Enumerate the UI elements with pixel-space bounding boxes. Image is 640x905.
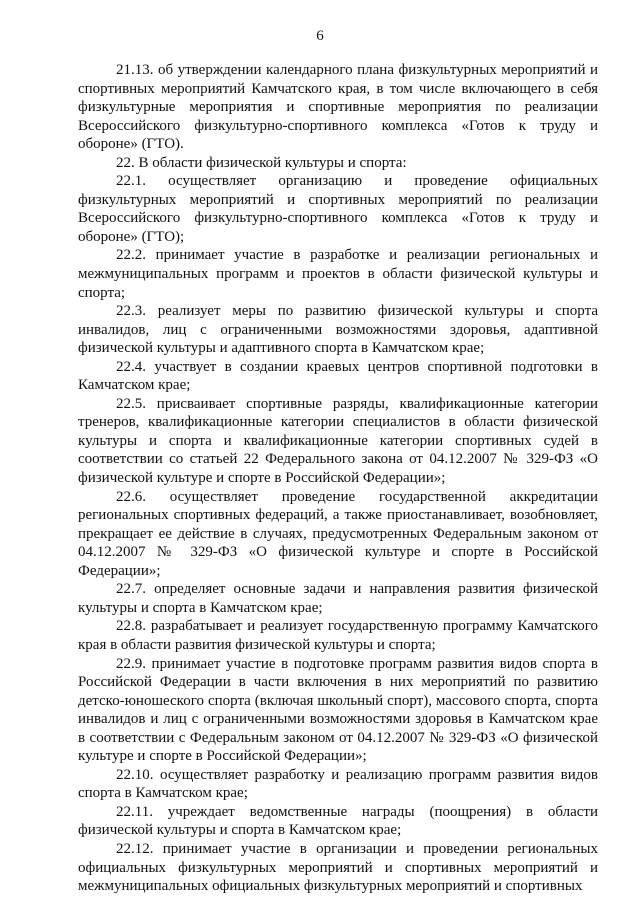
paragraph-22-6: 22.6. осуществляет проведение государственной аккредитации региональных спортивных федераций, а также приостанавливает, возобновляет, прекращает ее действие в случаях, предусмотренных Федеральным законом от 04.12.2007 № 329-ФЗ «О физической культуре и спорте в Российской Федерации»; [78, 488, 598, 579]
paragraph-22-heading: 22. В области физической культуры и спорта: [116, 154, 407, 171]
paragraph-21-13: 21.13. об утверждении календарного плана физкультурных мероприятий и спортивных мероприятий Камчатского края, в том числе включающего в себя физкультурные мероприятия и спортивные мероприятия по реализации Всероссийского физкультурно-спортивного комплекса «Готов к труду и обороне» (ГТО). [78, 62, 598, 153]
paragraph-22-5: 22.5. присваивает спортивные разряды, квалификационные категории тренеров, квалификационные категории специалистов в области физической культуры и спорта и квалификационные категории спортивных судей в соответствии со статьей 22 Федерального закона от 04.12.2007 № 329-ФЗ «О физической культуре и спорте в Российской Федерации»; [78, 395, 598, 487]
paragraph-22-9: 22.9. принимает участие в подготовке программ развития видов спорта в Российской Федерации в части включения в них мероприятий по развитию детско-юношеского спорта (включая школьный спорт), массового спорта, спорта инвалидов и лиц с ограниченными возможностями здоровья в Камчатском крае в соответствии с Федеральным законом от 04.12.2007 № 329-ФЗ «О физической культуре и спорте в Российской Федерации»; [78, 655, 598, 765]
paragraph-22-3: 22.3. реализует меры по развитию физической культуры и спорта инвалидов, лиц с ограниченными возможностями здоровья, адаптивной физической культуры и адаптивного спорта в Камчатском крае; [78, 303, 598, 357]
paragraph-22-10: 22.10. осуществляет разработку и реализацию программ развития видов спорта в Камчатском крае; [78, 766, 598, 802]
document-body [78, 61, 598, 896]
paragraph-22-11: 22.11. учреждает ведомственные награды (поощрения) в области физической культуры и спорта в Камчатском крае; [78, 803, 598, 839]
paragraph-22-7: 22.7. определяет основные задачи и направления развития физической культуры и спорта в Камчатском крае; [78, 581, 598, 616]
paragraph-22-12: 22.12. принимает участие в организации и проведении региональных официальных физкультурных мероприятий и спортивных мероприятий и межмуниципальных официальных физкультурных мероприятий и спортивных [78, 840, 598, 895]
paragraph-22-1: 22.1. осуществляет организацию и проведение официальных физкультурных мероприятий и спортивных мероприятий по реализации Всероссийского физкультурно-спортивного комплекса «Готов к труду и обороне» (ГТО); [78, 173, 598, 245]
paragraph-22-2: 22.2. принимает участие в разработке и реализации региональных и межмуниципальных программ и проектов в области физической культуры и спорта; [78, 247, 598, 301]
paragraph-22-4: 22.4. участвует в создании краевых центров спортивной подготовки в Камчатском крае; [78, 358, 598, 394]
page-number: 6 [316, 28, 324, 44]
paragraph-22-8: 22.8. разрабатывает и реализует государственную программу Камчатского края в области развития физической культуры и спорта; [78, 618, 598, 653]
